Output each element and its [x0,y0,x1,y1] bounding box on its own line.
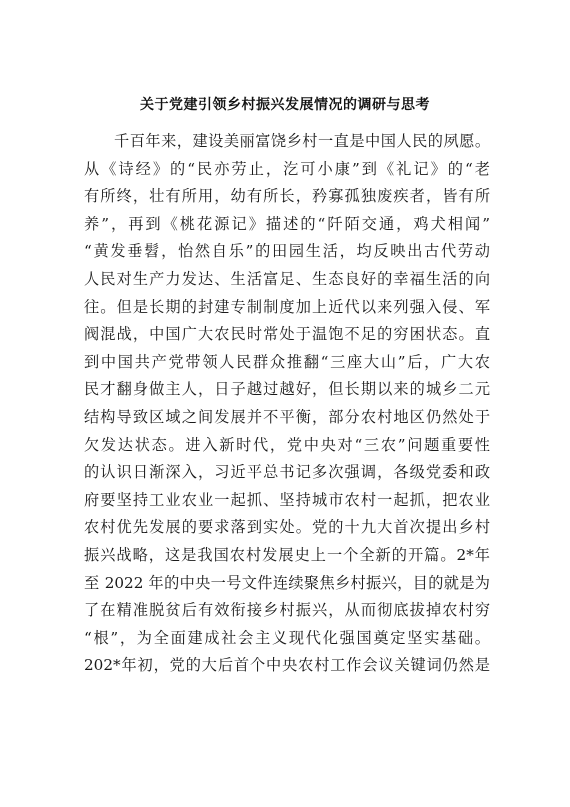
paragraph-line: “黄发垂髫，怡然自乐”的田园生活，均反映出古代劳动 [84,242,490,261]
document-title: 关于党建引领乡村振兴发展情况的调研与思考 [140,97,430,113]
paragraph-line: 养”，再到《桃花源记》描述的“阡陌交通，鸡犬相闻” [84,214,490,233]
paragraph-line: 人民对生产力发达、生活富足、生态良好的幸福生活的向 [84,269,490,288]
paragraph-line: 到中国共产党带领人民群众推翻“三座大山”后，广大农 [84,352,490,371]
body-paragraph [84,128,490,680]
paragraph-line: 的认识日渐深入，习近平总书记多次强调，各级党委和政 [84,463,490,482]
paragraph-line: 振兴战略，这是我国农村发展史上一个全新的开篇。2*年 [84,545,490,564]
paragraph-line: 府要坚持工业农业一起抓、坚持城市农村一起抓，把农业 [84,490,490,509]
paragraph-line: 从《诗经》的“民亦劳止，汔可小康”到《礼记》的“老 [84,159,490,178]
paragraph-line: “根”，为全面建成社会主义现代化强国奠定坚实基础。 [84,628,490,647]
paragraph-line: 民才翻身做主人，日子越过越好，但长期以来的城乡二元 [84,380,490,399]
paragraph-line: 千百年来，建设美丽富饶乡村一直是中国人民的夙愿。 [114,132,490,150]
paragraph-line: 农村优先发展的要求落到实处。党的十九大首次提出乡村 [84,518,490,537]
paragraph-line: 往。但是长期的封建专制制度加上近代以来列强入侵、军 [84,297,490,316]
paragraph-line: 欠发达状态。进入新时代，党中央对“三农”问题重要性 [84,435,490,454]
paragraph-line: 有所终，壮有所用，幼有所长，矜寡孤独废疾者，皆有所 [84,187,490,206]
paragraph-line: 202*年初，党的大后首个中央农村工作会议关键词仍然是 [84,656,490,675]
paragraph-line: 了在精准脱贫后有效衔接乡村振兴，从而彻底拔掉农村穷 [84,601,490,620]
paragraph-line: 结构导致区域之间发展并不平衡，部分农村地区仍然处于 [84,407,490,426]
paragraph-line: 至 2022 年的中央一号文件连续聚焦乡村振兴，目的就是为 [84,573,490,592]
paragraph-line: 阀混战，中国广大农民时常处于温饱不足的穷困状态。直 [84,325,490,344]
